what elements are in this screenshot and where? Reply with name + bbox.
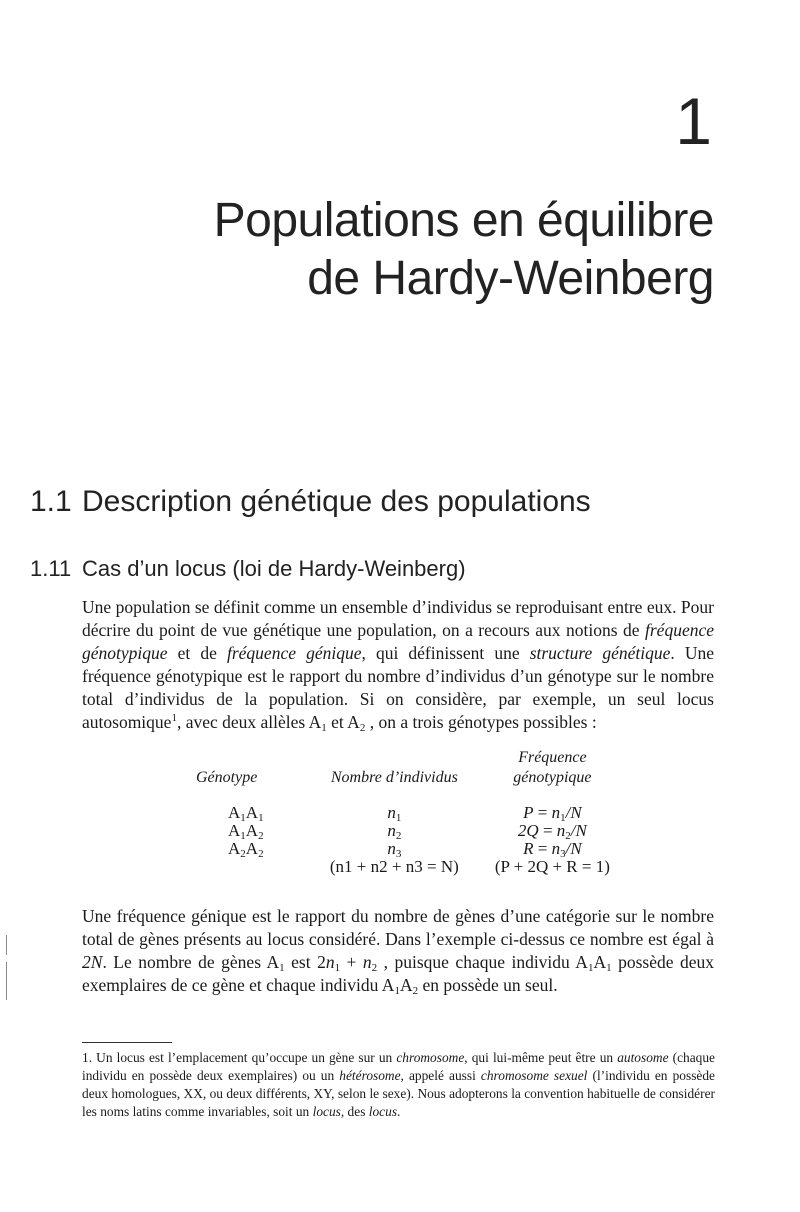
cell-total-count: (n1 + n2 + n3 = N): [329, 857, 459, 876]
table-row: [196, 840, 636, 858]
margin-mark: [6, 962, 7, 1000]
section-heading: [30, 480, 591, 524]
cell-frequency: $R = n_3/N$: [523, 839, 582, 860]
term-genotypic-frequency: fréquence génotypique: [82, 620, 714, 663]
paragraph-genotype-frequency: Une population se définit comme un ensemble d’individus se reproduisant entre eux. Pour décrire du point de vue génétique une population, on a recours aux notions de fréquence génotypique et de fréquence génique, qui définissent une structure génétique. Une fréquence génotypique est le rapport du nombre d’individus d’un génotype sur le nombre total d’individus de la population. Si on considère, par exemple, un seul locus autosomique$^1$, avec deux allèles $A_1$ et $A_2$ , on a trois génotypes possibles :: [82, 597, 715, 734]
cell-count: $n_2$: [387, 821, 402, 842]
cell-frequency: $P = n_1/N$: [523, 803, 582, 824]
term-gene-frequency: fréquence génique: [226, 643, 362, 663]
cell-count: $n_3$: [387, 839, 402, 860]
footnote-divider: [82, 1042, 172, 1043]
chapter-title-line-1: Populations en équilibre: [213, 194, 714, 247]
genotype-table: [196, 748, 636, 876]
table-header-row: [196, 748, 636, 804]
header-genotype: Génotype: [196, 769, 258, 786]
term-genetic-structure: structure génétique: [529, 643, 671, 663]
section-number: 1.1: [30, 485, 72, 518]
chapter-title: [214, 192, 714, 308]
table-row: [196, 804, 636, 822]
footnote-reference: 1: [171, 712, 177, 724]
section-title: Description génétique des populations: [82, 485, 591, 518]
margin-mark: [6, 935, 7, 955]
table-total-row: [196, 858, 636, 876]
cell-total-frequency: (P + 2Q + R = 1): [494, 857, 610, 876]
header-frequency: Fréquence génotypique: [513, 749, 592, 786]
subsection-title: Cas d’un locus (loi de Hardy-Weinberg): [82, 556, 466, 581]
table-row: [196, 822, 636, 840]
footnote-number: 1.: [82, 1050, 93, 1065]
cell-frequency: $2Q = n_2/N$: [517, 821, 587, 842]
header-count: Nombre d’individus: [330, 769, 458, 786]
subsection-number: 1.11: [30, 556, 72, 581]
cell-genotype: $A_1A_1$: [228, 803, 264, 824]
chapter-number: 1: [675, 84, 712, 158]
subsection-heading: [30, 552, 466, 586]
footnote: 1. Un locus est l’emplacement qu’occupe un gène sur un chromosome, qui lui-même peut être un autosome (chaque individu en possède deux exemplaires) ou un hétérosome, appelé aussi chromosome sexuel (l’individu en possède deux homologues, XX, ou deux différents, XY, selon le sexe). Nous adopterons la convention habituelle de considérer les noms latins comme invariables, soit un locus, des locus.: [82, 1050, 715, 1119]
cell-count: $n_1$: [387, 803, 402, 824]
cell-genotype: $A_1A_2$: [228, 821, 264, 842]
chapter-title-line-2: de Hardy-Weinberg: [307, 252, 714, 305]
cell-genotype: $A_2A_2$: [228, 839, 264, 860]
paragraph-gene-frequency: Une fréquence génique est le rapport du nombre de gènes d’une catégorie sur le nombre total de gènes présents au locus considéré. Dans l’exemple ci-dessus ce nombre est égal à 2N. Le nombre de gènes $A_1$ est $2n_1 + n_2$ , puisque chaque individu $A_1A_1$ possède deux exemplaires de ce gène et chaque individu $A_1A_2$ en possède un seul.: [82, 906, 714, 997]
